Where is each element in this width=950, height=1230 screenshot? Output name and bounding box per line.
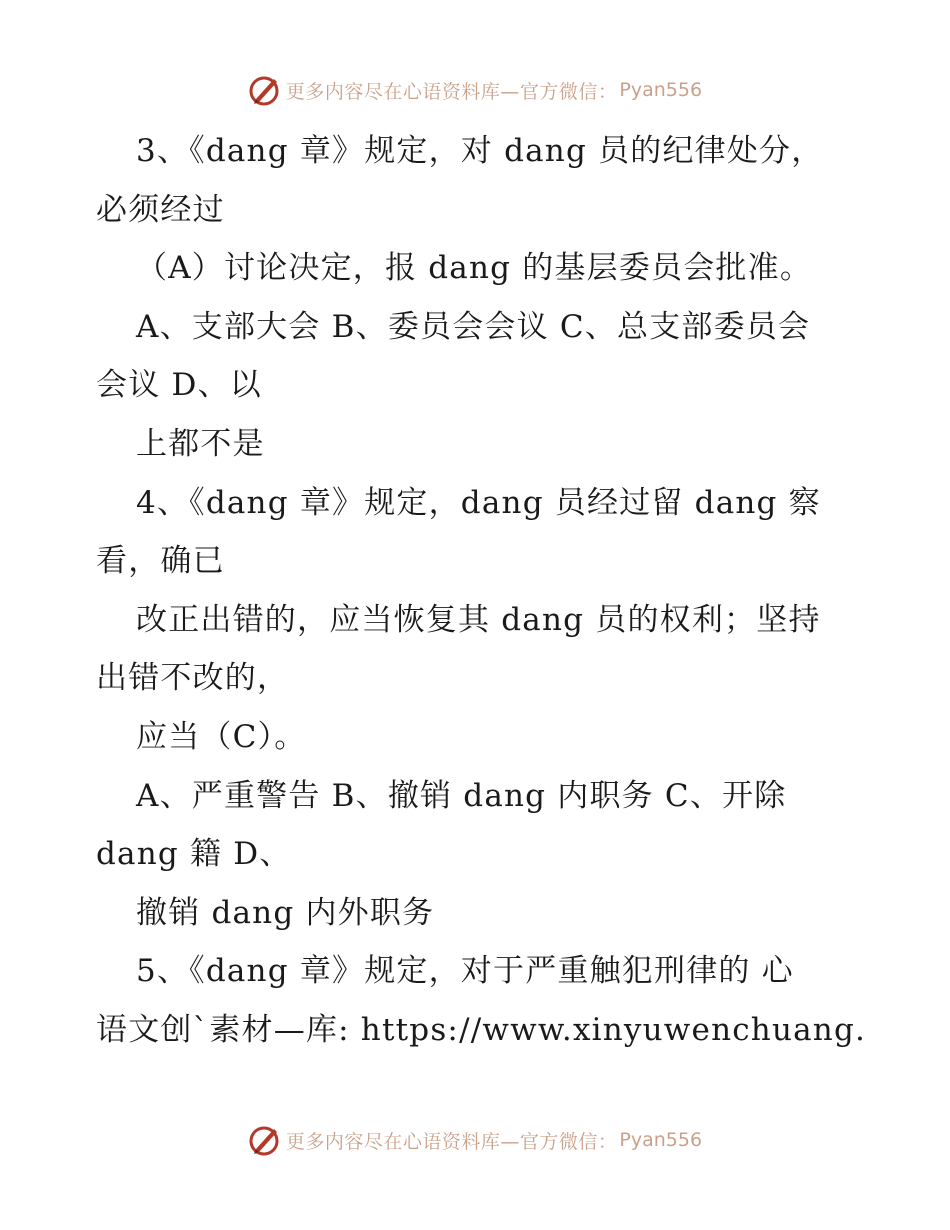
- text-line: 出错不改的，: [96, 660, 290, 697]
- watermark-text: 更多内容尽在心语资料库—官方微信：: [285, 80, 618, 103]
- footer-watermark: [0, 1120, 950, 1160]
- watermark-text: 更多内容尽在心语资料库—官方微信：: [285, 1130, 618, 1153]
- text-line: 5、《dang 章》规定，对于严重触犯刑律的 心: [136, 953, 794, 990]
- text-line: 看，确已: [96, 543, 225, 580]
- pen-logo-icon: [248, 73, 282, 107]
- pen-logo-icon: [248, 1123, 282, 1157]
- text-line: 应当（C）。: [136, 718, 307, 755]
- text-line: 会议 D、以: [96, 367, 262, 404]
- text-line: 改正出错的，应当恢复其 dang 员的权利；坚持: [136, 601, 821, 638]
- text-line: 必须经过: [96, 191, 225, 228]
- text-line: （A）讨论决定，报 dang 的基层委员会批准。: [136, 250, 813, 287]
- text-line: 语文创`素材—库: https://www.xinyuwenchuang.: [96, 1011, 867, 1048]
- header-watermark: [0, 70, 950, 110]
- text-line: 撤销 dang 内外职务: [136, 894, 435, 931]
- watermark-handle: Pyan556: [619, 1129, 703, 1151]
- text-line: 3、《dang 章》规定，对 dang 员的纪律处分，: [136, 133, 824, 169]
- text-line: A、支部大会 B、委员会会议 C、总支部委员会: [136, 308, 811, 345]
- text-line: 4、《dang 章》规定，dang 员经过留 dang 察: [136, 484, 821, 521]
- text-line: dang 籍 D、: [96, 836, 292, 873]
- document-body: [96, 122, 886, 1060]
- text-line: A、严重警告 B、撤销 dang 内职务 C、开除: [136, 777, 787, 814]
- watermark-handle: Pyan556: [619, 79, 703, 101]
- text-line: 上都不是: [136, 425, 265, 462]
